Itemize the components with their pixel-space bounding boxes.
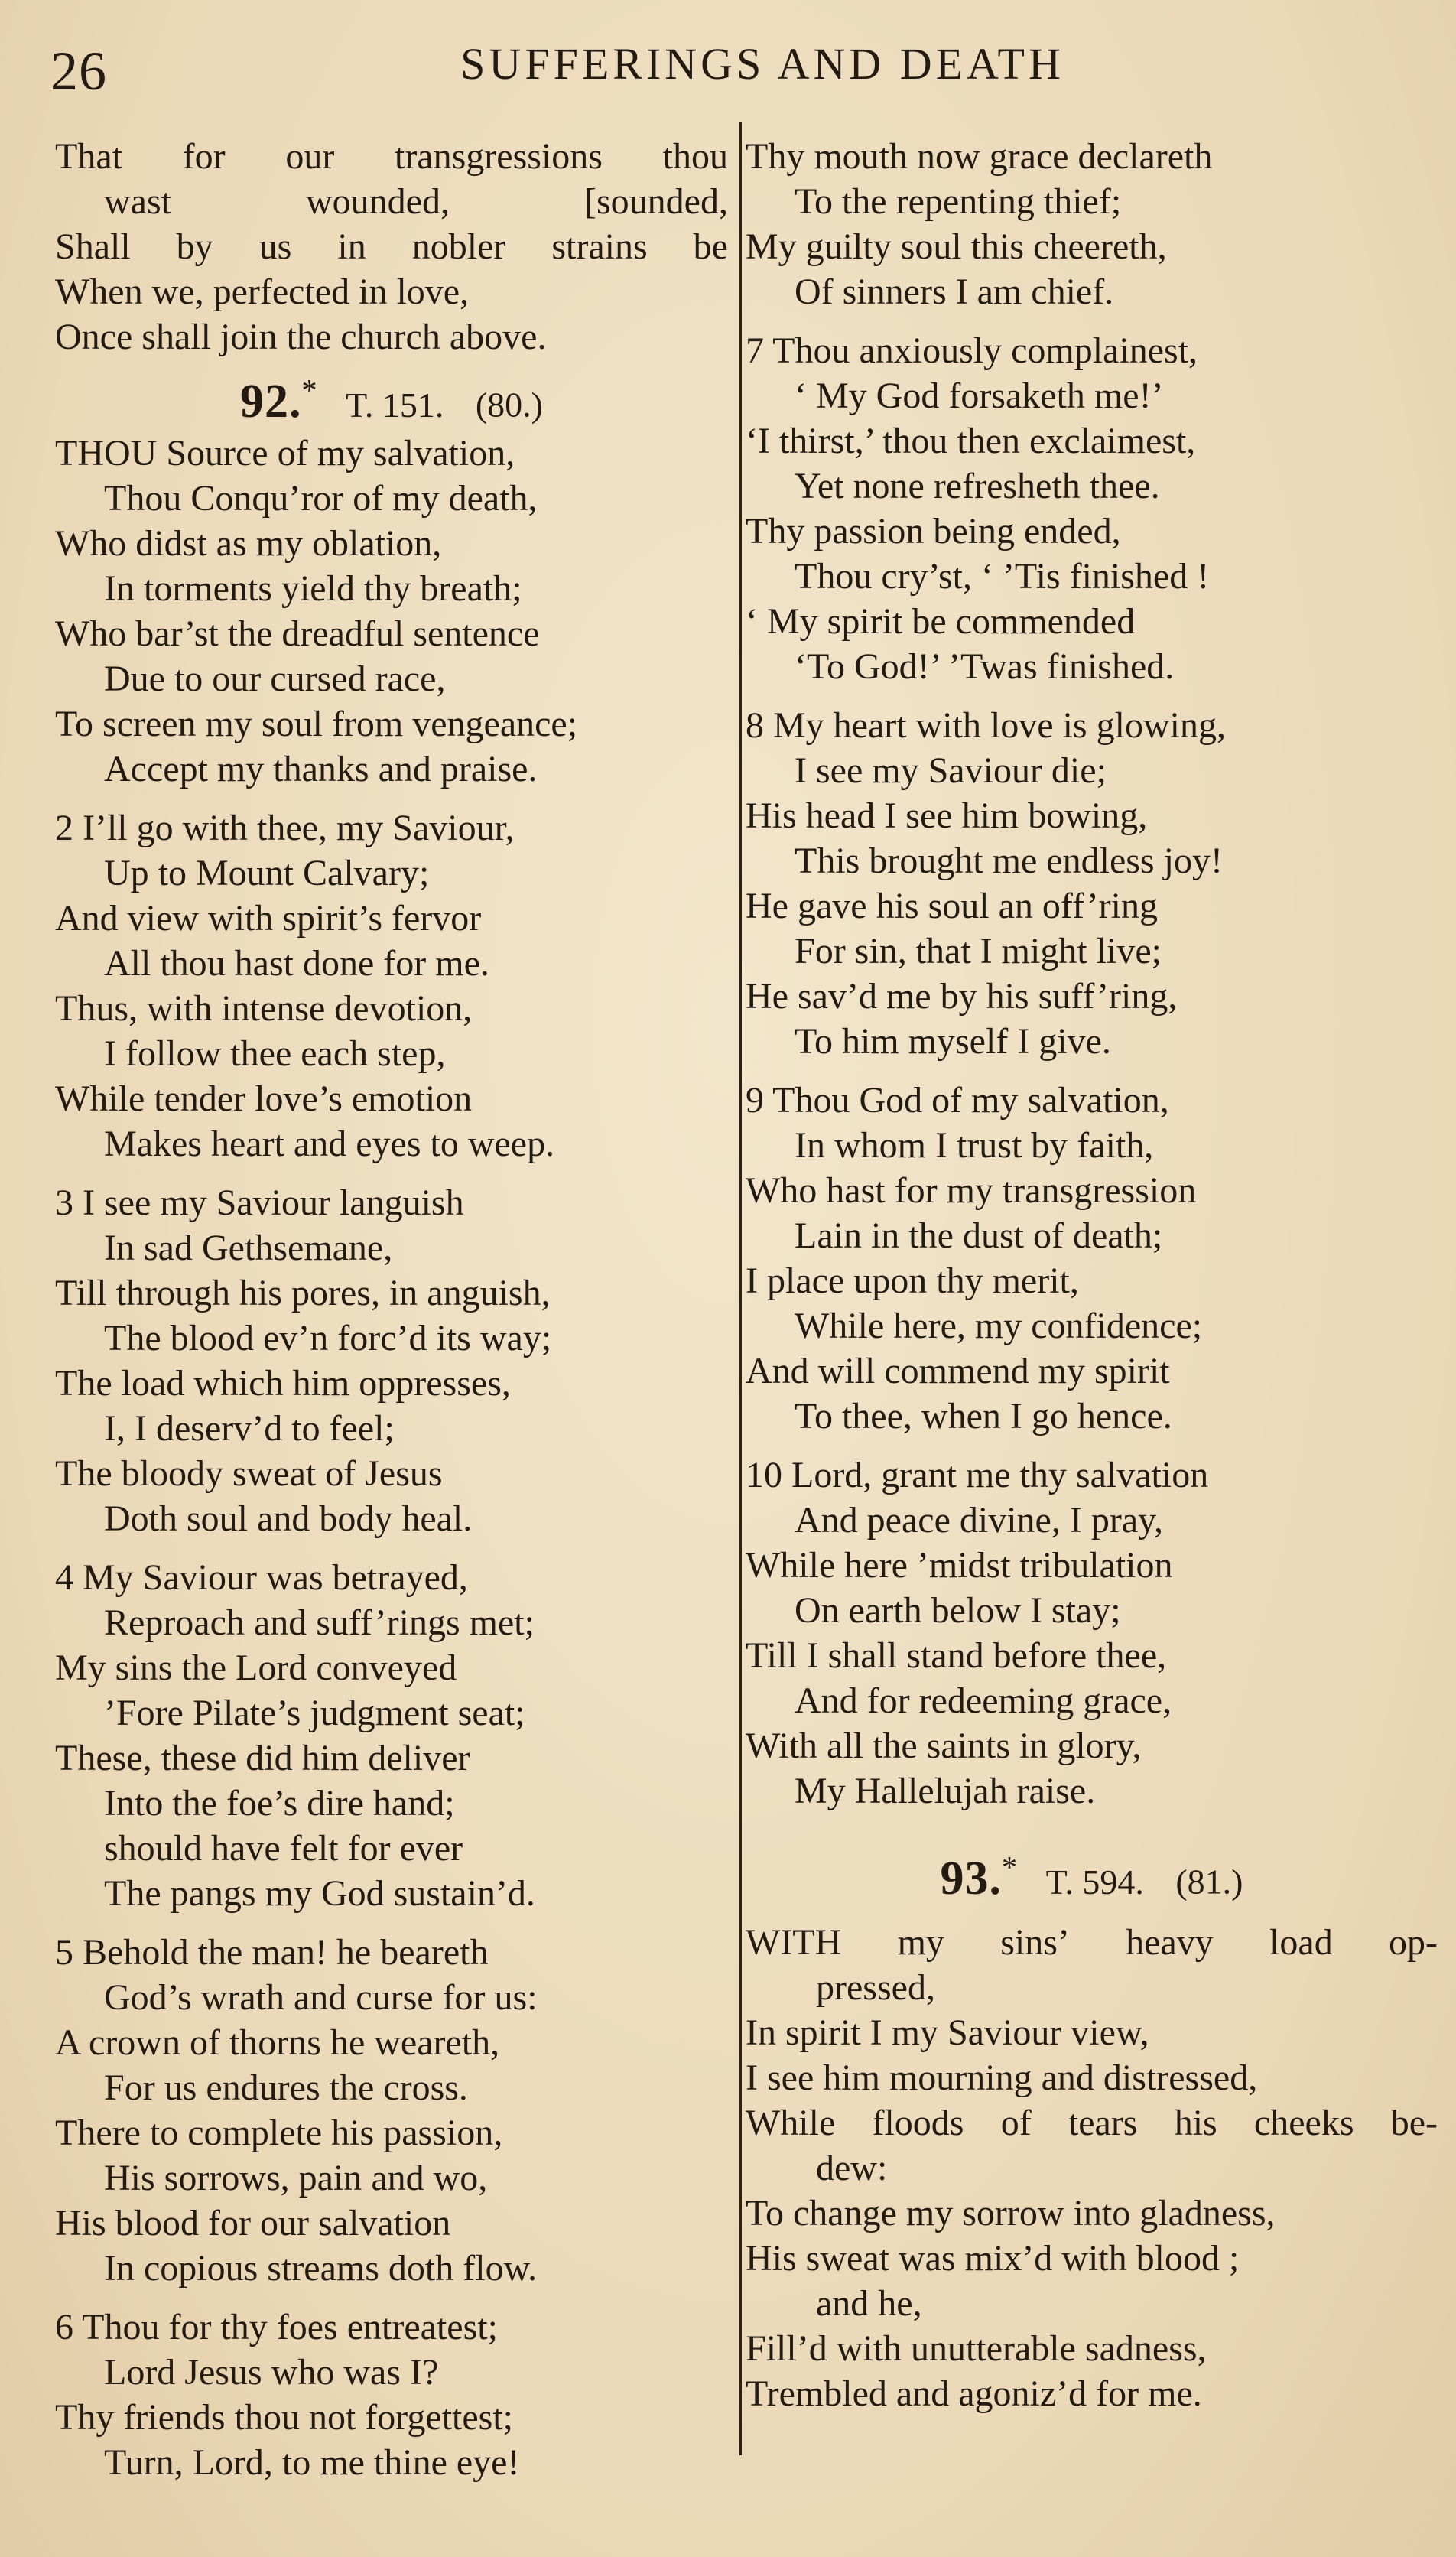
verse-line xyxy=(55,179,728,224)
verse-line: ‘ My God forsaketh me!’ xyxy=(795,376,1164,416)
hymn-number: 93.* xyxy=(940,1849,1018,1905)
word: While xyxy=(746,2102,836,2143)
verse-line: THOU Source of my salvation, xyxy=(55,432,515,473)
verse-line: The load which him oppresses, xyxy=(55,1362,511,1404)
verse xyxy=(746,1078,1438,1439)
verse-line: 10 Lord, grant me thy salvation xyxy=(746,1455,1209,1495)
verse-line: ‘I thirst,’ thou then exclaimest, xyxy=(746,421,1196,461)
verse-line: And view with spirit’s fervor xyxy=(55,897,482,939)
verse-line: The blood ev’n forc’d its way; xyxy=(104,1317,552,1358)
verse xyxy=(55,805,728,1166)
verse-line: While here, my confidence; xyxy=(795,1306,1203,1346)
verse-line: His head I see him bowing, xyxy=(746,795,1148,836)
verse-line: Due to our cursed race, xyxy=(104,658,446,699)
verse-line: Trembled and agoniz’d for me. xyxy=(746,2373,1202,2414)
word: heavy xyxy=(1126,1921,1214,1963)
word: strains xyxy=(551,226,648,267)
verse-line: This brought me endless joy! xyxy=(795,841,1223,881)
page-header xyxy=(0,31,1456,102)
verse-line: To thee, when I go hence. xyxy=(795,1396,1172,1436)
verse-line: These, these did him deliver xyxy=(55,1737,470,1778)
verse-line: A crown of thorns he weareth, xyxy=(55,2022,500,2063)
word: of xyxy=(1000,2102,1032,2143)
verse-line: His sweat was mix’d with blood ; xyxy=(746,2237,1240,2279)
word: transgressions xyxy=(394,136,603,177)
verse-line xyxy=(746,1920,1438,1965)
hymn-header-92 xyxy=(55,367,728,428)
verse-line: There to complete his passion, xyxy=(55,2112,503,2153)
word: Shall xyxy=(55,226,131,267)
word: in xyxy=(337,226,366,267)
alt-number: (80.) xyxy=(475,385,543,425)
verse-line: Till through his pores, in anguish, xyxy=(55,1272,551,1313)
word: That xyxy=(55,136,122,177)
verse-line: ‘To God!’ ’Twas finished. xyxy=(795,646,1175,687)
verse-line: To screen my soul from vengeance; xyxy=(55,703,578,744)
verse-line: To the repenting thief; xyxy=(795,181,1122,222)
verse-line: Thy friends thou not forgettest; xyxy=(55,2396,514,2438)
word: my xyxy=(897,1921,944,1963)
verse-line: 5 Behold the man! he beareth xyxy=(55,1931,489,1973)
verse-gap xyxy=(55,792,728,805)
verse-line: And will commend my spirit xyxy=(746,1351,1170,1391)
verse-line: His blood for our salvation xyxy=(55,2202,451,2243)
verse-line: ‘ My spirit be commended xyxy=(746,601,1136,642)
alt-number: (81.) xyxy=(1175,1862,1243,1901)
verse-line: In spirit I my Saviour view, xyxy=(746,2012,1149,2053)
page-number: 26 xyxy=(50,41,107,102)
verse-line: I follow thee each step, xyxy=(104,1033,446,1074)
verse xyxy=(55,2305,728,2485)
hymn-mark: * xyxy=(301,372,318,407)
column-divider xyxy=(739,122,742,2455)
verse-line: He sav’d me by his suff’ring, xyxy=(746,976,1178,1017)
verse-line xyxy=(746,2100,1438,2145)
word: for xyxy=(182,136,226,177)
verse-line: To him myself I give. xyxy=(795,1021,1111,1062)
verse-line: In torments yield thy breath; xyxy=(104,568,522,609)
verse-line: 4 My Saviour was betrayed, xyxy=(55,1557,468,1598)
tune-number: T. 594. xyxy=(1045,1862,1144,1901)
word: our xyxy=(285,136,335,177)
verse-line: For us endures the cross. xyxy=(104,2067,468,2108)
verse-line: While here ’midst tribulation xyxy=(746,1545,1173,1586)
verse-line: And peace divine, I pray, xyxy=(795,1500,1164,1540)
verse-line: Who didst as my oblation, xyxy=(55,522,442,564)
verse-line: Who hast for my transgression xyxy=(746,1170,1197,1211)
verse-line: In sad Gethsemane, xyxy=(104,1227,393,1268)
hymn-91-continuation xyxy=(55,134,728,359)
verse-line: Thou cry’st, ‘ ’Tis finished ! xyxy=(795,556,1210,597)
verse-line: Turn, Lord, to me thine eye! xyxy=(104,2442,520,2483)
verse-gap xyxy=(746,689,1438,703)
verse-line: With all the saints in glory, xyxy=(746,1726,1142,1766)
verse-line: Of sinners I am chief. xyxy=(795,272,1114,312)
verse-line: 9 Thou God of my salvation, xyxy=(746,1080,1169,1121)
verse-line: And for redeeming grace, xyxy=(795,1680,1172,1721)
verse xyxy=(55,1555,728,1916)
verse-line: When we, perfected in love, xyxy=(55,272,470,312)
verse-line: I see him mourning and distressed, xyxy=(746,2057,1258,2098)
verse-line: Lord Jesus who was I? xyxy=(104,2351,439,2393)
word: nobler xyxy=(411,226,506,267)
verse-line: In whom I trust by faith, xyxy=(795,1125,1154,1166)
verse-line: The pangs my God sustain’d. xyxy=(104,1872,535,1914)
verse-line: 3 I see my Saviour languish xyxy=(55,1182,464,1223)
word: WITH xyxy=(746,1921,842,1963)
verse-line: Thy mouth now grace declareth xyxy=(746,136,1213,177)
word: wast xyxy=(104,181,171,222)
word: his xyxy=(1174,2102,1217,2143)
verse-line: Thus, with intense devotion, xyxy=(55,987,473,1029)
word: cheeks xyxy=(1253,2102,1354,2143)
hymn-header-93 xyxy=(746,1844,1438,1905)
verse-line: dew: xyxy=(816,2147,888,2188)
verse-line: In copious streams doth flow. xyxy=(104,2247,538,2289)
verse xyxy=(746,328,1438,689)
verse xyxy=(55,431,728,792)
verse-line: Thy passion being ended, xyxy=(746,511,1121,551)
verse xyxy=(55,1180,728,1541)
word: thou xyxy=(662,136,728,177)
tune-number: T. 151. xyxy=(346,385,444,425)
verse-line: Once shall join the church above. xyxy=(55,317,547,357)
verse-line: I see my Saviour die; xyxy=(795,750,1107,791)
verse-line xyxy=(55,134,728,179)
verse-line: Thou Conqu’ror of my death, xyxy=(104,477,538,519)
word: be xyxy=(693,226,728,267)
hymn-93-lines xyxy=(746,1920,1438,2416)
verse-line: Accept my thanks and praise. xyxy=(104,748,538,789)
verse xyxy=(55,1930,728,2291)
verse-line: God’s wrath and curse for us: xyxy=(104,1976,538,2018)
verse-line: Till I shall stand before thee, xyxy=(746,1635,1167,1676)
verse-line: His sorrows, pain and wo, xyxy=(104,2157,488,2198)
verse-line: I, I deserv’d to feel; xyxy=(104,1407,395,1449)
word: load xyxy=(1269,1921,1333,1963)
verse-line: While tender love’s emotion xyxy=(55,1078,473,1119)
word: wounded, xyxy=(306,181,450,222)
verse xyxy=(746,134,1438,314)
verse-line: should have felt for ever xyxy=(104,1827,463,1869)
running-head: SUFFERINGS AND DEATH xyxy=(460,39,1064,89)
verse-line: Fill’d with unutterable sadness, xyxy=(746,2328,1207,2369)
verse xyxy=(746,703,1438,1064)
verse-gap xyxy=(55,1166,728,1180)
verse-line: 7 Thou anxiously complainest, xyxy=(746,330,1198,371)
verse-line: He gave his soul an off’ring xyxy=(746,886,1158,926)
verse xyxy=(746,1453,1438,1814)
verse-line: Yet none refresheth thee. xyxy=(795,466,1160,506)
verse-line: All thou hast done for me. xyxy=(104,942,489,984)
verse-gap xyxy=(55,2291,728,2305)
word: sins’ xyxy=(1000,1921,1070,1963)
verse-line: Who bar’st the dreadful sentence xyxy=(55,613,540,654)
word: [sounded, xyxy=(584,181,728,222)
word: tears xyxy=(1068,2102,1138,2143)
verse-line xyxy=(55,224,728,269)
verse-line: Up to Mount Calvary; xyxy=(104,852,430,893)
verse-line: For sin, that I might live; xyxy=(795,931,1162,971)
verse-line: Doth soul and body heal. xyxy=(104,1498,473,1539)
verse-line: The bloody sweat of Jesus xyxy=(55,1453,443,1494)
hymn-92-verses-cont xyxy=(746,134,1438,1814)
word: be- xyxy=(1390,2102,1438,2143)
word: by xyxy=(176,226,213,267)
verse-line: Into the foe’s dire hand; xyxy=(104,1782,455,1823)
verse-gap xyxy=(746,1064,1438,1078)
verse-line: I place upon thy merit, xyxy=(746,1261,1079,1301)
verse-line: My sins the Lord conveyed xyxy=(55,1647,457,1688)
verse-line: 2 I’ll go with thee, my Saviour, xyxy=(55,807,515,848)
word: floods xyxy=(872,2102,964,2143)
verse-line: Makes heart and eyes to weep. xyxy=(104,1123,555,1164)
word: us xyxy=(258,226,292,267)
verse-line: Reproach and suff’rings met; xyxy=(104,1602,535,1643)
verse-gap xyxy=(746,314,1438,328)
word: op- xyxy=(1388,1921,1438,1963)
verse-line: ’Fore Pilate’s judgment seat; xyxy=(104,1692,525,1733)
verse-line: My guilty soul this cheereth, xyxy=(746,226,1167,267)
verse-line: 6 Thou for thy foes entreatest; xyxy=(55,2306,498,2347)
verse-gap xyxy=(55,1541,728,1555)
verse-line: and he, xyxy=(816,2282,922,2324)
verse-line: On earth below I stay; xyxy=(795,1590,1121,1631)
verse-gap xyxy=(746,1439,1438,1453)
hymn-number: 92.* xyxy=(240,372,318,428)
verse-line: 8 My heart with love is glowing, xyxy=(746,705,1226,746)
left-column xyxy=(55,134,728,2485)
verse-line: To change my sorrow into gladness, xyxy=(746,2192,1276,2233)
hymn-mark: * xyxy=(1002,1849,1018,1884)
right-column xyxy=(746,134,1438,2416)
verse-gap xyxy=(55,1916,728,1930)
verse-line: Lain in the dust of death; xyxy=(795,1215,1163,1256)
verse-line: pressed, xyxy=(816,1967,935,2008)
hymn-92-verses xyxy=(55,431,728,2485)
verse-line: My Hallelujah raise. xyxy=(795,1771,1096,1811)
